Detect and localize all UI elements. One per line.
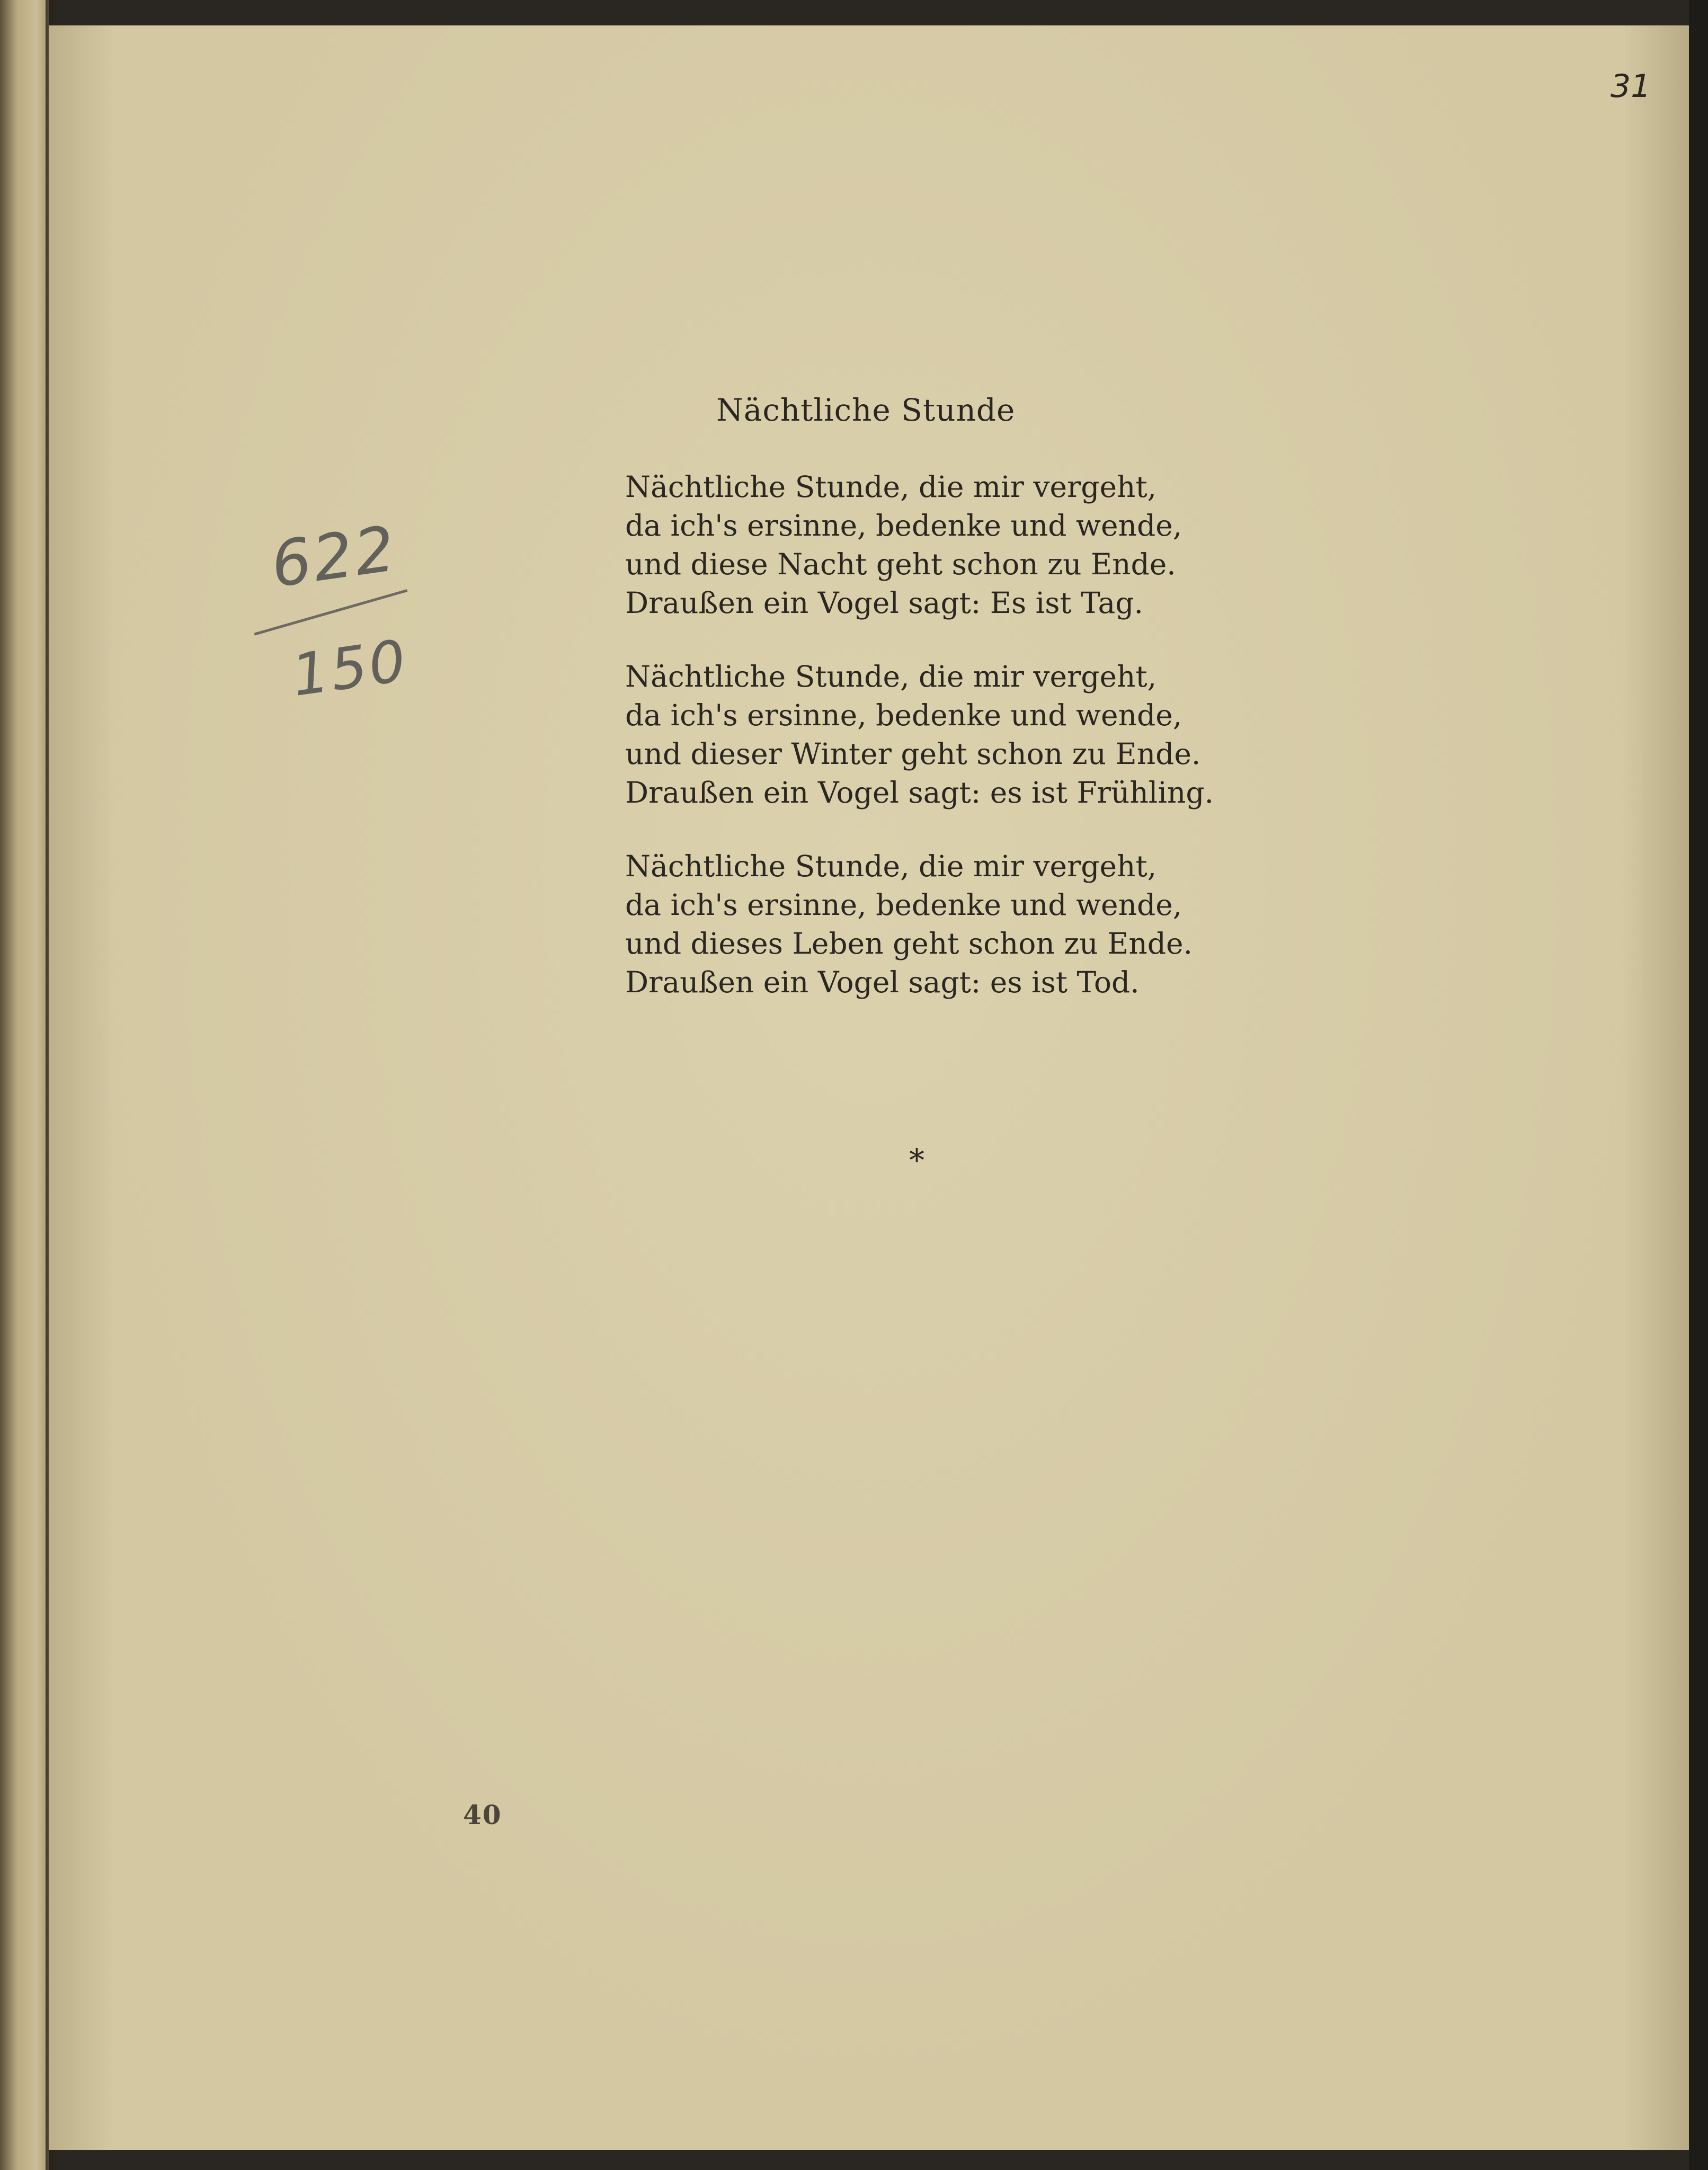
asterisk-ornament: * bbox=[909, 1142, 924, 1178]
poem-line: Draußen ein Vogel sagt: Es ist Tag. bbox=[625, 586, 1143, 620]
stanza-2 bbox=[625, 657, 1261, 812]
poem-line: Nächtliche Stunde, die mir vergeht, bbox=[625, 470, 1157, 504]
stanza-3 bbox=[625, 847, 1261, 1002]
poem-line: da ich's ersinne, bedenke und wende, bbox=[625, 698, 1182, 732]
poem-line: und diese Nacht geht schon zu Ende. bbox=[625, 547, 1176, 581]
poem-line: da ich's ersinne, bedenke und wende, bbox=[625, 509, 1182, 542]
poem-line: und dieser Winter geht schon zu Ende. bbox=[625, 737, 1201, 771]
poem-line: Draußen ein Vogel sagt: es ist Frühling. bbox=[625, 776, 1214, 810]
pencil-fraction-note bbox=[235, 507, 453, 743]
poem-line: Nächtliche Stunde, die mir vergeht, bbox=[625, 849, 1157, 883]
poem-line: Nächtliche Stunde, die mir vergeht, bbox=[625, 660, 1157, 693]
stanza-1 bbox=[625, 468, 1261, 622]
poem-line: da ich's ersinne, bedenke und wende, bbox=[625, 888, 1182, 922]
book-page bbox=[49, 25, 1689, 2150]
scan-background-edge bbox=[1689, 0, 1708, 2170]
pencil-numerator: 622 bbox=[266, 511, 402, 602]
printed-page-number: 40 bbox=[463, 1799, 502, 1830]
poem-line: und dieses Leben geht schon zu Ende. bbox=[625, 927, 1193, 961]
poem-title: Nächtliche Stunde bbox=[716, 392, 1016, 428]
handwritten-archive-number: 31 bbox=[1611, 68, 1651, 105]
left-page-edge bbox=[0, 0, 49, 2170]
pencil-denominator: 150 bbox=[288, 627, 412, 709]
poem-line: Draußen ein Vogel sagt: es ist Tod. bbox=[625, 965, 1140, 999]
